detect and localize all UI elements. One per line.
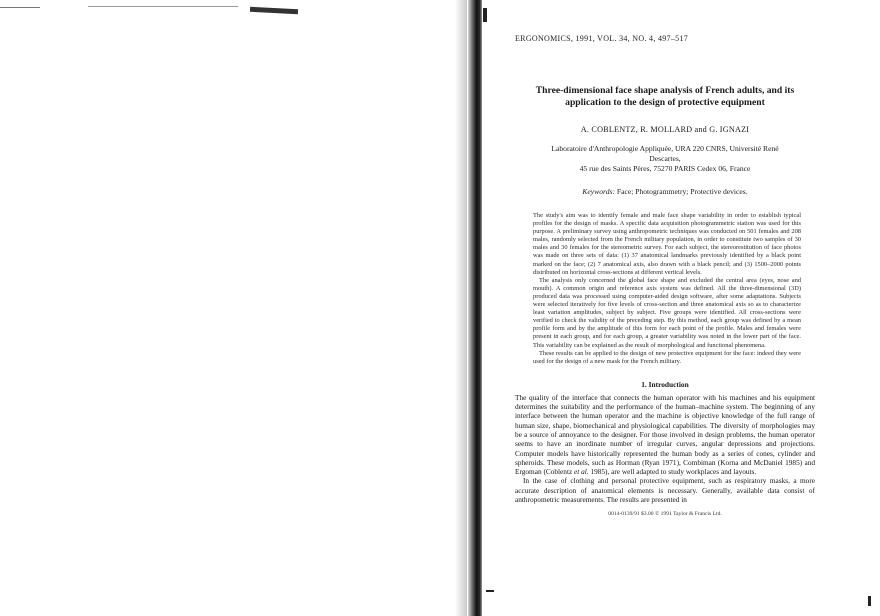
abstract-paragraph-2: The analysis only concerned the global face shape and excluded the central area (eyes, nose and mouth). A common origin and reference axis system was defined. All the three-dimensional (3D) produced data was processed using computer-aided design software, after some adaptations. Subjects were selected iteratively for five levels of cross-section and three anatomical axis so as to characterize least variation amplitudes, subject by subject. Five groups were identified. All cross-sections were verified to check the validity of the preceding step. By this method, each group was defined by a mean profile form and by the amplitude of this form for each point of the profile. Males and females were present in each group, and for each group, a greater variability was noted in the lower part of the face. This variability can be explained as the result of morphological and functional phenomena. xyxy=(533,276,801,349)
intro-paragraph-1-text: The quality of the interface that connects the human operator with his machines and his equipment determines the suitability and the performance of the human–machine system. The beginning of any interface between the human operator and the machine is objective knowledge of the full range of human size, shape, biomechanical and physiological capabilities. The diversity of morphologies may be a source of annoyance to the designer. For those involved in design problems, the human operator seems to have an inordinate number of irregular curves, angular depressions and projections. Computer models have historically represented the human body as a series of cones, cylinder and spheroids. These models, such as Horman (Ryan 1971), Combiman (Korna and McDaniel 1985) and Ergoman (Coblentz xyxy=(515,392,815,477)
article-authors: A. COBLENTZ, R. MOLLARD and G. IGNAZI xyxy=(580,125,750,134)
gutter-shadow xyxy=(455,0,467,616)
scan-edge-top xyxy=(88,6,238,7)
running-head: ERGONOMICS, 1991, VOL. 34, NO. 4, 497–517 xyxy=(515,34,689,43)
copyright-footer: 0014-0139/91 $3.00 © 1991 Taylor & Francis Ltd. xyxy=(608,511,722,518)
intro-paragraph-1-tail: 1985), are well adapted to study workplaces and layouts. xyxy=(588,467,757,477)
affiliation xyxy=(515,144,815,174)
introduction-body xyxy=(515,393,815,505)
abstract-paragraph-3: These results can be applied to the design of new protective equipment for the face: indeed they were used for the design of a new mask for the French military. xyxy=(533,349,801,365)
affiliation-line-1: Laboratoire d'Anthropologie Appliquée, URA 220 CNRS, Université René Descartes, xyxy=(551,144,779,163)
scan-smudge xyxy=(250,7,298,15)
book-gutter xyxy=(468,0,482,616)
gutter-mark-bottom xyxy=(486,590,494,592)
intro-paragraph-1-em: et al. xyxy=(572,467,589,477)
abstract xyxy=(515,212,815,366)
page-edge-mark xyxy=(868,596,871,606)
intro-paragraph-1 xyxy=(515,393,815,477)
keywords-text: Face; Photogrammetry; Protective devices. xyxy=(614,187,748,196)
gutter-mark-top xyxy=(483,8,487,22)
affiliation-line-2: 45 rue des Saints Pères, 75270 PARIS Cedex 06, France xyxy=(579,164,751,173)
keywords-label: Keywords: xyxy=(582,187,615,196)
section-heading: 1. Introduction xyxy=(641,379,689,389)
article-title: Three-dimensional face shape analysis of French adults, and its application to the design of protective equipment xyxy=(535,85,795,108)
intro-paragraph-2: In the case of clothing and personal protective equipment, such as respiratory masks, a more accurate description of anatomical elements is necessary. Generally, available data consist of anthropometric measurements. The results are presented in xyxy=(515,476,815,505)
scan-edge-top-left xyxy=(0,7,40,8)
article-page xyxy=(515,34,815,517)
keywords xyxy=(515,187,815,196)
abstract-paragraph-1: The study's aim was to identify female and male face shape variability in order to establish typical profiles for the design of masks. A specific data acquisition photogrammetric station was used for this purpose. A preliminary survey using anthropometric techniques was conducted on 501 females and 208 males, randomly selected from the French military population, in order to constitute two samples of 30 males and 30 females for the stereometric survey. For each subject, the stereorestitution of face photos was made on three sets of data: (1) 37 anatomical landmarks previously identified by a black point marked on the face; (2) 7 anatomical axis, also drawn with a black pencil; and (3) 1500–2000 points distributed on horizontal cross-sections at different vertical levels. xyxy=(533,212,801,276)
